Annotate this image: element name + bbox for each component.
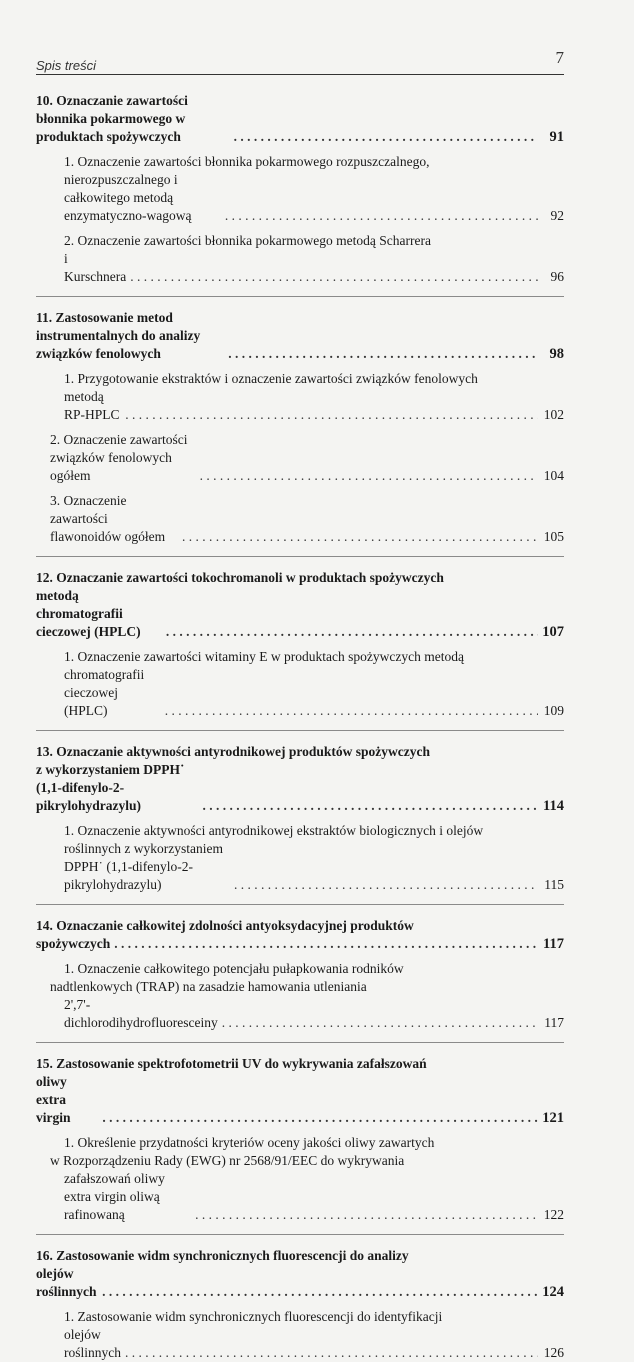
subsection-page-number: 117: [544, 1015, 564, 1030]
chapter-title-line: metodą chromatografii cieczowej (HPLC): [36, 588, 141, 639]
chapter-page-number: 114: [543, 798, 564, 814]
subsection-entry-row: [64, 250, 564, 286]
subsection-entry-row: [64, 840, 564, 894]
chapter-title-line: 14. Oznaczanie całkowitej zdolności antyoksydacyjnej produktów: [36, 918, 414, 933]
subsection-line: roślinnych z wykorzystaniem DPPH˙ (1,1-difenylo-2-pikrylohydrazylu): [64, 841, 223, 892]
dot-leader: [114, 935, 538, 953]
chapter-entry-row: [36, 587, 564, 641]
subsection-line: nierozpuszczalnego i całkowitego metodą enzymatyczno-wagową: [64, 172, 192, 223]
chapter-title: [36, 1055, 564, 1127]
subsection-entry-row: [64, 666, 564, 720]
subsection-line: 1. Zastosowanie widm synchronicznych fluorescencji do identyfikacji: [64, 1309, 443, 1324]
chapter-title-line: 15. Zastosowanie spektrofotometrii UV do wykrywania zafałszowań: [36, 1056, 427, 1071]
chapter-divider: [36, 730, 564, 731]
subsection-entry-row: [64, 388, 564, 424]
subsection-page-number: 126: [543, 1345, 564, 1360]
subsection-page-number: 115: [544, 877, 564, 892]
dot-leader: [165, 702, 538, 720]
subsection-line: w Rozporządzeniu Rady (EWG) nr 2568/91/EEC do wykrywania: [50, 1153, 405, 1168]
chapter-title: [36, 569, 564, 641]
subsection-page-number: 96: [550, 269, 564, 284]
dot-leader: [228, 345, 538, 363]
subsection-line: zafałszowań oliwy extra virgin oliwą rafinowaną: [64, 1171, 165, 1222]
chapter-title-line: 13. Oznaczanie aktywności antyrodnikowej produktów spożywczych: [36, 744, 431, 759]
subsection-line: 1. Przygotowanie ekstraktów i oznaczenie zawartości związków fenolowych: [64, 371, 478, 386]
subsection-page-number: 109: [543, 703, 564, 718]
chapter-page-number: 98: [549, 346, 564, 362]
toc-chapter: [36, 904, 564, 1032]
subsection-page-number: 92: [550, 208, 564, 223]
subsection-line: 2',7'-dichlorodihydrofluoresceiny: [64, 997, 218, 1030]
subsection-entry-row: [64, 171, 564, 225]
dot-leader: [182, 528, 538, 546]
chapter-title-line: 10. Oznaczanie zawartości błonnika pokarmowego w produktach spożywczych: [36, 93, 188, 144]
dot-leader: [102, 1283, 538, 1301]
page-header: [36, 46, 564, 76]
toc-chapter: [36, 296, 564, 546]
dot-leader: [225, 207, 538, 225]
toc-subsection: [36, 822, 564, 894]
subsection-page-number: 122: [543, 1207, 564, 1222]
chapter-entry-row: [36, 92, 564, 146]
dot-leader: [166, 623, 538, 641]
subsection-page-number: 104: [543, 468, 564, 483]
chapter-title-line: z wykorzystaniem DPPH˙ (1,1-difenylo-2-pikrylohydrazylu): [36, 762, 185, 813]
subsection-line: i Kurschnera: [64, 251, 127, 284]
subsection-entry-row: [50, 431, 564, 485]
dot-leader: [234, 876, 538, 894]
dot-leader: [234, 128, 538, 146]
chapter-page-number: 121: [542, 1110, 564, 1126]
dot-leader: [125, 1344, 538, 1362]
toc-subsection: [36, 1134, 564, 1224]
toc-chapter: [36, 92, 564, 286]
chapter-divider: [36, 296, 564, 297]
subsection-line: 1. Oznaczenie zawartości witaminy E w produktach spożywczych metodą: [64, 649, 464, 664]
toc-subsection: [36, 960, 564, 1032]
page-number: 7: [555, 48, 564, 67]
dot-leader: [102, 1109, 538, 1127]
subsection-line: 2. Oznaczenie zawartości błonnika pokarmowego metodą Scharrera: [64, 233, 431, 248]
running-title: Spis treści: [36, 58, 96, 73]
chapter-title-line: olejów roślinnych: [36, 1266, 97, 1299]
chapter-page-number: 91: [549, 129, 564, 145]
chapter-entry-row: [36, 935, 564, 953]
chapter-entry-row: [36, 309, 564, 363]
toc-subsection: [36, 370, 564, 424]
chapter-title: [36, 743, 564, 815]
toc-subsection: [36, 648, 564, 720]
subsection-line: chromatografii cieczowej (HPLC): [64, 667, 145, 718]
chapter-divider: [36, 1234, 564, 1235]
chapter-title: [36, 92, 564, 146]
chapter-entry-row: [36, 1073, 564, 1127]
subsection-line: nadtlenkowych (TRAP) na zasadzie hamowania utleniania: [50, 979, 367, 994]
chapter-entry-row: [36, 761, 564, 815]
dot-leader: [195, 1206, 538, 1224]
toc-chapter: [36, 730, 564, 894]
toc-subsection: [36, 1308, 564, 1362]
subsection-line: metodą RP-HPLC: [64, 389, 120, 422]
chapter-title-line: 16. Zastosowanie widm synchronicznych fluorescencji do analizy: [36, 1248, 409, 1263]
subsection-entry-row: [64, 1326, 564, 1362]
chapter-title: [36, 917, 564, 953]
chapter-title-line: 12. Oznaczanie zawartości tokochromanoli w produktach spożywczych: [36, 570, 444, 585]
chapter-divider: [36, 904, 564, 905]
dot-leader: [125, 406, 538, 424]
subsection-entry-row: [64, 996, 564, 1032]
chapter-title-line: spożywczych: [36, 936, 111, 951]
subsection-line: 3. Oznaczenie zawartości flawonoidów ogółem: [50, 493, 166, 544]
subsection-line: olejów roślinnych: [64, 1327, 121, 1360]
dot-leader: [130, 268, 538, 286]
chapter-title: [36, 309, 564, 363]
toc-subsection: [36, 492, 564, 546]
toc-chapter: [36, 1234, 564, 1362]
dot-leader: [203, 797, 538, 815]
chapter-page-number: 117: [543, 936, 564, 952]
table-of-contents: [36, 92, 564, 1362]
subsection-line: 1. Określenie przydatności kryteriów oceny jakości oliwy zawartych: [64, 1135, 435, 1150]
toc-chapter: [36, 1042, 564, 1224]
subsection-line: 1. Oznaczenie zawartości błonnika pokarmowego rozpuszczalnego,: [64, 154, 430, 169]
toc-subsection: [36, 431, 564, 485]
toc-subsection: [36, 153, 564, 225]
header-rule: [36, 74, 564, 75]
chapter-title-line: 11. Zastosowanie metod instrumentalnych do analizy związków fenolowych: [36, 310, 201, 361]
chapter-divider: [36, 556, 564, 557]
chapter-title: [36, 1247, 564, 1301]
subsection-entry-row: [64, 1170, 564, 1224]
subsection-entry-row: [50, 492, 564, 546]
chapter-entry-row: [36, 1265, 564, 1301]
subsection-line: 1. Oznaczenie aktywności antyrodnikowej ekstraktów biologicznych i olejów: [64, 823, 484, 838]
subsection-line: 1. Oznaczenie całkowitego potencjału pułapkowania rodników: [64, 961, 404, 976]
dot-leader: [222, 1014, 538, 1032]
subsection-page-number: 105: [543, 529, 564, 544]
toc-subsection: [36, 232, 564, 286]
subsection-line: 2. Oznaczenie zawartości związków fenolowych ogółem: [50, 432, 188, 483]
toc-chapter: [36, 556, 564, 720]
dot-leader: [200, 467, 538, 485]
chapter-title-line: oliwy extra virgin: [36, 1074, 71, 1125]
chapter-page-number: 107: [542, 624, 564, 640]
chapter-divider: [36, 1042, 564, 1043]
subsection-page-number: 102: [543, 407, 564, 422]
chapter-page-number: 124: [542, 1284, 564, 1300]
